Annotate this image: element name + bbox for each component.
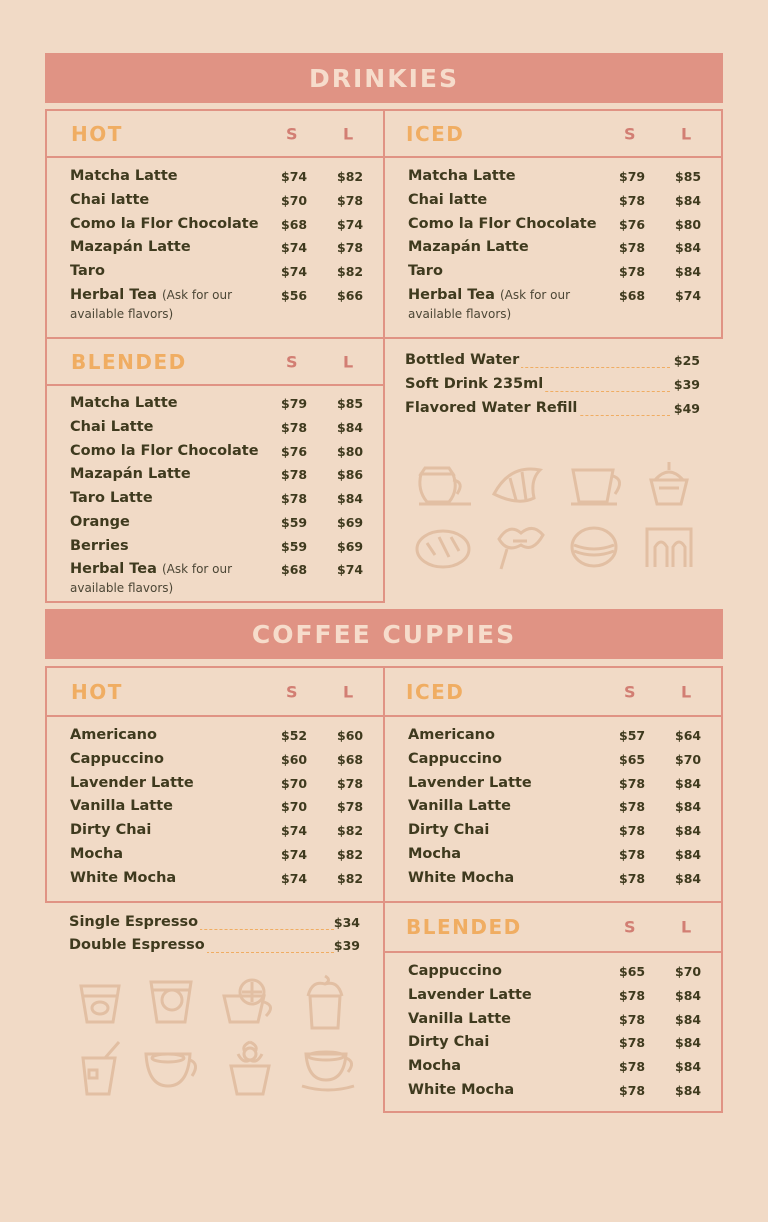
list-item [385, 1058, 721, 1082]
price-large: $84 [675, 1035, 702, 1051]
panel-title: ICED [406, 121, 465, 146]
item-name: Cappuccino [408, 750, 502, 767]
price-small: $65 [619, 964, 646, 979]
item-name: Matcha Latte [408, 168, 516, 184]
arch-icon [643, 523, 695, 571]
price-small: $70 [281, 775, 308, 791]
item-name: White Mocha [408, 1081, 515, 1098]
price-large: $84 [337, 491, 364, 507]
list-item [385, 775, 721, 799]
list-item [385, 727, 721, 751]
price-small: $70 [281, 799, 308, 815]
item-name: Mazapán Latte [70, 466, 191, 483]
list-item [47, 561, 383, 601]
list-item [47, 466, 383, 490]
extra-price: $39 [673, 377, 700, 392]
price-small: $76 [281, 443, 308, 459]
list-item [385, 798, 721, 822]
list-item [47, 538, 383, 562]
extra-name: Flavored Water Refill [405, 400, 578, 416]
price-small: $78 [619, 264, 646, 280]
item-name: Dirty Chai [408, 822, 490, 839]
item-name: Matcha Latte [70, 395, 178, 411]
item-name: Cappuccino [408, 963, 502, 979]
price-small: $68 [619, 288, 646, 303]
price-small: $78 [281, 491, 308, 507]
price-large: $84 [675, 799, 702, 815]
extra-price: $49 [673, 401, 700, 416]
price-large: $84 [675, 192, 702, 208]
bread-icon [413, 523, 473, 571]
price-large: $82 [337, 846, 364, 862]
price-large: $78 [337, 192, 364, 208]
item-name: Vanilla Latte [408, 798, 512, 815]
price-large: $74 [675, 288, 702, 303]
item-name: White Mocha [408, 869, 515, 886]
coffee-icon-grid [70, 970, 365, 1100]
list-item [47, 239, 383, 263]
item-name: White Mocha [70, 869, 177, 886]
list-item [385, 846, 721, 870]
item-name: Herbal Tea [70, 561, 157, 577]
item-name: Herbal Tea [408, 287, 495, 303]
size-large-label: L [343, 124, 354, 143]
item-name: Como la Flor Chocolate [408, 215, 597, 232]
price-large: $80 [337, 443, 364, 459]
price-small: $78 [619, 846, 646, 862]
price-small: $56 [281, 288, 308, 303]
panel-header [47, 111, 383, 158]
price-large: $60 [337, 728, 364, 743]
menu-list [47, 395, 383, 562]
item-name: Americano [408, 727, 495, 743]
price-large: $80 [675, 216, 702, 232]
item-name: Chai Latte [70, 418, 154, 435]
price-small: $78 [281, 419, 308, 435]
item-note: (Ask for our [161, 288, 233, 302]
price-small: $78 [619, 192, 646, 208]
list-item [47, 192, 383, 216]
drinkies-blended-panel [45, 337, 385, 603]
item-name: Mocha [408, 845, 462, 862]
drinkies-icon-grid [405, 455, 705, 580]
pastry-jar-icon [645, 460, 693, 508]
price-large: $84 [337, 419, 364, 435]
list-item [385, 263, 721, 287]
price-large: $74 [337, 216, 364, 232]
price-small: $78 [619, 1082, 646, 1098]
item-note-cont: available flavors) [70, 581, 174, 595]
price-large: $69 [337, 538, 364, 554]
size-large-label: L [681, 917, 692, 937]
coffee-hot-panel [45, 666, 385, 903]
coffee-iced-panel [383, 666, 723, 903]
price-large: $70 [675, 751, 702, 767]
size-large-label: L [343, 352, 354, 371]
price-small: $70 [281, 192, 308, 208]
price-small: $74 [281, 846, 308, 862]
panel-header [47, 668, 383, 717]
teacup-icon [300, 1044, 356, 1092]
price-large: $85 [337, 396, 364, 411]
panel-title: BLENDED [71, 349, 187, 374]
item-name: Mocha [70, 845, 124, 862]
mug-icon [567, 460, 627, 508]
list-item [385, 1034, 721, 1058]
size-small-label: S [286, 352, 298, 371]
list-item [47, 395, 383, 419]
price-large: $82 [337, 264, 364, 280]
price-small: $74 [281, 870, 308, 886]
panel-header [385, 111, 721, 158]
drinkies-banner [45, 53, 723, 103]
panel-header [47, 339, 383, 386]
price-small: $74 [281, 264, 308, 280]
item-name: Lavender Latte [70, 774, 194, 791]
coffee-blended-panel [383, 901, 723, 1113]
price-large: $84 [675, 264, 702, 280]
list-item [385, 216, 721, 240]
price-large: $84 [675, 1011, 702, 1027]
price-large: $70 [675, 964, 702, 979]
coffee-banner [45, 609, 723, 659]
item-note: (Ask for our [499, 288, 571, 302]
extra-item [69, 914, 360, 936]
price-large: $78 [337, 799, 364, 815]
panel-title: HOT [71, 121, 123, 146]
price-small: $59 [281, 514, 308, 530]
price-small: $78 [619, 799, 646, 815]
list-item [385, 987, 721, 1011]
item-name: Chai latte [408, 191, 488, 208]
item-name: Berries [70, 537, 129, 554]
item-name: Taro [70, 263, 105, 280]
price-small: $79 [619, 169, 646, 184]
price-large: $85 [675, 169, 702, 184]
price-small: $76 [619, 216, 646, 232]
list-item [47, 443, 383, 467]
price-large: $86 [337, 467, 364, 483]
item-name: Lavender Latte [408, 774, 532, 791]
list-item [385, 822, 721, 846]
menu-list [47, 727, 383, 894]
list-item [385, 1011, 721, 1035]
price-large: $68 [337, 751, 364, 767]
price-small: $68 [281, 562, 308, 577]
list-item [47, 822, 383, 846]
list-item [47, 216, 383, 240]
item-name: Herbal Tea [70, 287, 157, 303]
list-item [47, 727, 383, 751]
list-item [385, 168, 721, 192]
extra-item [405, 352, 700, 374]
espresso-cup-icon [75, 978, 125, 1028]
price-small: $79 [281, 396, 308, 411]
price-small: $78 [281, 467, 308, 483]
price-large: $78 [337, 240, 364, 256]
item-name: Como la Flor Chocolate [70, 442, 259, 459]
list-item [47, 798, 383, 822]
size-large-label: L [343, 682, 354, 701]
list-item [385, 239, 721, 263]
item-name: Cappuccino [70, 750, 164, 767]
cappuccino-cup-icon [142, 1046, 200, 1092]
menu-list [385, 727, 721, 894]
menu-list [47, 168, 383, 287]
extra-item [405, 400, 700, 422]
price-large: $66 [337, 288, 364, 303]
item-name: Vanilla Latte [70, 798, 174, 815]
size-small-label: S [624, 917, 636, 937]
list-item [47, 514, 383, 538]
price-large: $82 [337, 870, 364, 886]
price-small: $68 [281, 216, 308, 232]
extra-name: Double Espresso [69, 937, 205, 953]
price-large: $64 [675, 728, 702, 743]
list-item [47, 490, 383, 514]
price-small: $74 [281, 823, 308, 839]
item-name: Lavender Latte [408, 986, 532, 1003]
list-item [47, 287, 383, 327]
item-name: Chai latte [70, 191, 150, 208]
price-small: $74 [281, 240, 308, 256]
list-item [385, 287, 721, 327]
list-item [47, 846, 383, 870]
drinkies-title: DRINKIES [309, 63, 459, 93]
list-item [47, 751, 383, 775]
price-large: $84 [675, 846, 702, 862]
item-name: Mazapán Latte [408, 239, 529, 256]
price-small: $57 [619, 728, 646, 743]
list-item [47, 870, 383, 894]
price-large: $69 [337, 514, 364, 530]
pretzel-icon [493, 519, 549, 571]
panel-header [385, 903, 721, 953]
coffee-pot-icon [413, 460, 473, 508]
price-large: $84 [675, 1082, 702, 1098]
price-small: $78 [619, 240, 646, 256]
price-large: $74 [337, 562, 364, 577]
list-item [47, 168, 383, 192]
price-small: $78 [619, 1035, 646, 1051]
price-small: $78 [619, 987, 646, 1003]
list-item [385, 751, 721, 775]
size-small-label: S [624, 682, 636, 701]
extra-price: $25 [673, 353, 700, 368]
price-small: $65 [619, 751, 646, 767]
price-small: $52 [281, 728, 308, 743]
price-small: $78 [619, 775, 646, 791]
panel-title: BLENDED [406, 915, 522, 939]
price-large: $84 [675, 240, 702, 256]
extra-name: Soft Drink 235ml [405, 376, 544, 392]
list-item [385, 963, 721, 987]
price-large: $82 [337, 823, 364, 839]
extra-price: $34 [333, 915, 360, 930]
list-item [385, 192, 721, 216]
item-name: Dirty Chai [408, 1034, 490, 1051]
latte-glass-icon [145, 976, 197, 1028]
item-name: Como la Flor Chocolate [70, 215, 259, 232]
price-small: $78 [619, 1011, 646, 1027]
price-small: $60 [281, 751, 308, 767]
price-small: $78 [619, 870, 646, 886]
list-item [47, 775, 383, 799]
extra-item [69, 937, 360, 959]
price-large: $84 [675, 870, 702, 886]
item-name: Vanilla Latte [408, 1010, 512, 1027]
size-large-label: L [681, 124, 692, 143]
menu-list [385, 963, 721, 1106]
list-item [47, 419, 383, 443]
panel-title: ICED [406, 679, 465, 704]
citrus-cup-icon [218, 978, 280, 1028]
panel-title: HOT [71, 679, 123, 704]
item-name: Mocha [408, 1058, 462, 1075]
item-name: Orange [70, 513, 130, 530]
price-small: $74 [281, 169, 308, 184]
drinkies-iced-panel [383, 109, 723, 339]
extra-item [405, 376, 700, 398]
size-large-label: L [681, 682, 692, 701]
item-name: Taro Latte [70, 490, 153, 507]
list-item [47, 263, 383, 287]
extra-price: $39 [333, 938, 360, 953]
price-large: $82 [337, 169, 364, 184]
whipped-drink-icon [302, 972, 348, 1030]
item-name: Mazapán Latte [70, 239, 191, 256]
drinkies-hot-panel [45, 109, 385, 339]
price-large: $84 [675, 823, 702, 839]
macaron-icon [568, 523, 620, 571]
flower-cup-icon [225, 1040, 275, 1096]
item-name: Taro [408, 263, 443, 280]
coffee-title: COFFEE CUPPIES [251, 619, 517, 649]
size-small-label: S [624, 124, 636, 143]
price-large: $78 [337, 775, 364, 791]
item-note-cont: available flavors) [408, 307, 512, 321]
price-small: $59 [281, 538, 308, 554]
item-name: Matcha Latte [70, 168, 178, 184]
price-large: $84 [675, 987, 702, 1003]
item-name: Dirty Chai [70, 822, 152, 839]
iced-drink-icon [75, 1040, 125, 1096]
size-small-label: S [286, 682, 298, 701]
menu-list [385, 168, 721, 287]
croissant-icon [490, 460, 550, 508]
price-small: $78 [619, 1059, 646, 1075]
panel-header [385, 668, 721, 717]
size-small-label: S [286, 124, 298, 143]
extra-name: Single Espresso [69, 914, 199, 930]
item-note-cont: available flavors) [70, 307, 174, 321]
extra-name: Bottled Water [405, 352, 520, 368]
price-large: $84 [675, 775, 702, 791]
item-note: (Ask for our [161, 562, 233, 576]
price-small: $78 [619, 823, 646, 839]
price-large: $84 [675, 1059, 702, 1075]
item-name: Americano [70, 727, 157, 743]
list-item [385, 870, 721, 894]
list-item [385, 1082, 721, 1106]
